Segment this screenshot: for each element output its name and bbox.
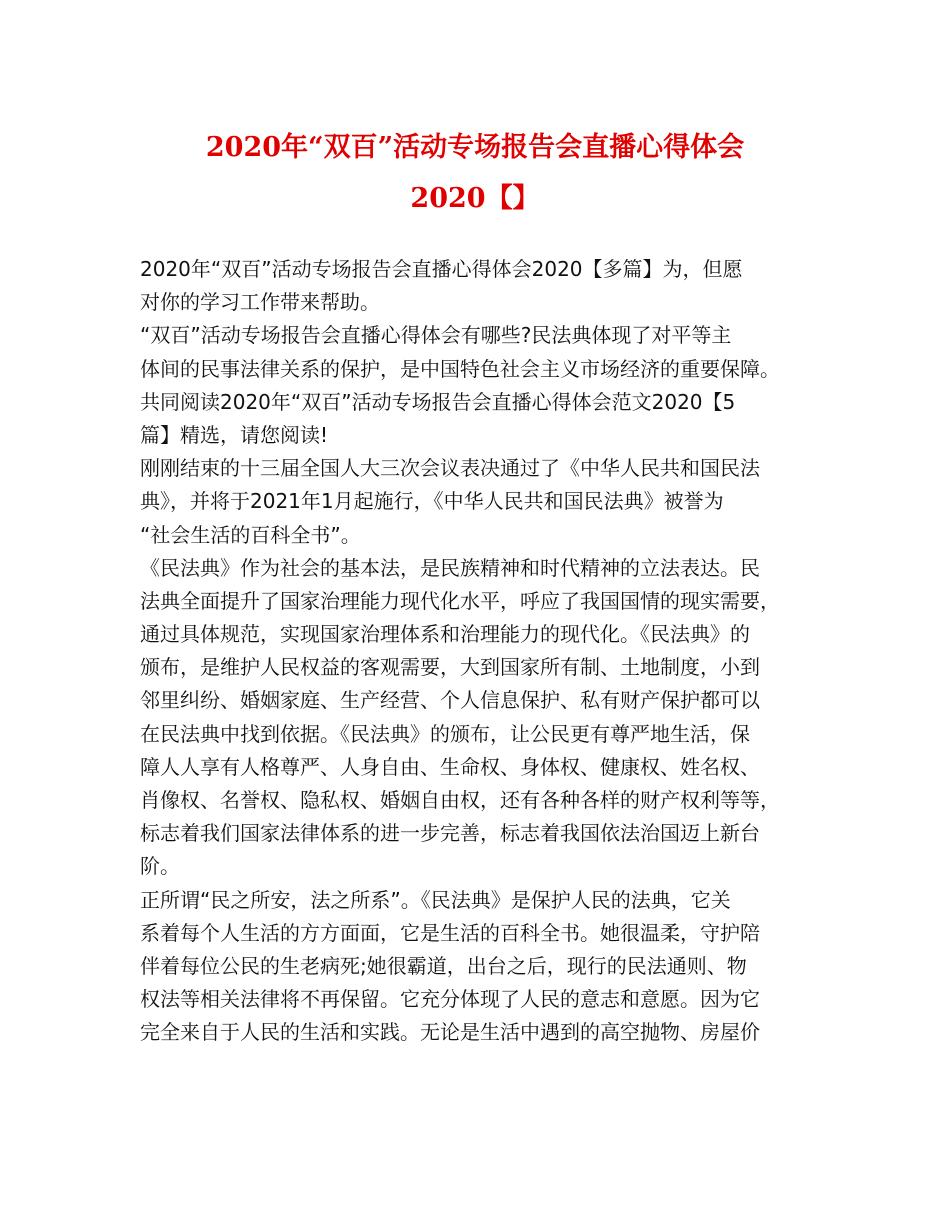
body-line: 障人人享有人格尊严、人身自由、生命权、身体权、健康权、姓名权、 <box>140 754 760 779</box>
document-title-line-1: 2020年“双百”活动专场报告会直播心得体会 <box>205 132 745 163</box>
body-line: “社会生活的百科全书”。 <box>140 522 361 547</box>
body-line: 对你的学习工作带来帮助。 <box>140 290 380 315</box>
body-line: 在民法典中找到依据。《民法典》的颁布，让公民更有尊严地生活，保 <box>140 721 750 746</box>
body-line: 正所谓“民之所安，法之所系”。《民法典》是保护人民的法典，它关 <box>140 887 731 912</box>
document-title-line-2: 2020【】 <box>410 183 540 214</box>
body-line: 共同阅读2020年“双百”活动专场报告会直播心得体会范文2020【5 <box>140 389 736 414</box>
body-line: 体间的民事法律关系的保护，是中国特色社会主义市场经济的重要保障。 <box>140 356 780 381</box>
body-line: 典》，并将于2021年1月起施行，《中华人民共和国民法典》被誉为 <box>140 489 724 514</box>
body-line: 权法等相关法律将不再保留。它充分体现了人民的意志和意愿。因为它 <box>140 987 760 1012</box>
body-line: “双百”活动专场报告会直播心得体会有哪些?民法典体现了对平等主 <box>140 323 732 348</box>
body-line: 标志着我们国家法律体系的进一步完善，标志着我国依法治国迈上新台 <box>140 821 760 846</box>
body-line: 篇】精选，请您阅读! <box>140 422 329 447</box>
body-line: 刚刚结束的十三届全国人大三次会议表决通过了《中华人民共和国民法 <box>140 456 760 481</box>
body-line: 完全来自于人民的生活和实践。无论是生活中遇到的高空抛物、房屋价 <box>140 1020 760 1045</box>
body-line: 邻里纠纷、婚姻家庭、生产经营、个人信息保护、私有财产保护都可以 <box>140 688 760 713</box>
body-line: 2020年“双百”活动专场报告会直播心得体会2020【多篇】为，但愿 <box>140 257 743 281</box>
body-line: 伴着每位公民的生老病死;她很霸道，出台之后，现行的民法通则、物 <box>140 953 747 978</box>
body-line: 阶。 <box>140 854 180 879</box>
body-line: 颁布，是维护人民权益的客观需要，大到国家所有制、土地制度，小到 <box>140 655 760 680</box>
body-line: 肖像权、名誉权、隐私权、婚姻自由权，还有各种各样的财产权利等等， <box>140 788 780 812</box>
body-line: 系着每个人生活的方方面面，它是生活的百科全书。她很温柔，守护陪 <box>140 920 760 945</box>
body-line: 《民法典》作为社会的基本法，是民族精神和时代精神的立法表达。民 <box>140 555 760 580</box>
document-body <box>140 253 820 1050</box>
body-line: 通过具体规范，实现国家治理体系和治理能力的现代化。《民法典》的 <box>140 622 750 647</box>
body-line: 法典全面提升了国家治理能力现代化水平，呼应了我国国情的现实需要， <box>140 588 780 613</box>
